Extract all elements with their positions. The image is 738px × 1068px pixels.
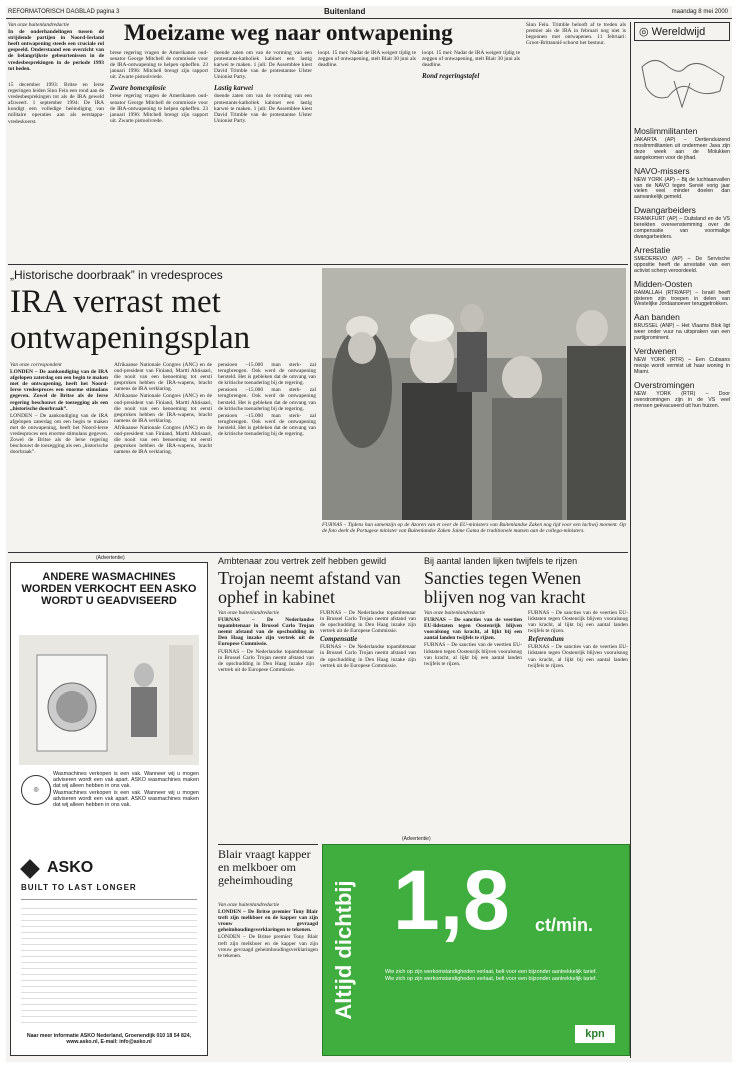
asko-logo <box>21 859 197 881</box>
kpn-price: 1,8 <box>393 853 510 947</box>
wereldwijd-sidebar <box>634 22 730 1056</box>
chronology-sub2: Lastig karwei <box>214 84 254 93</box>
main-kicker: „Historische doorbraak” in vredesproces <box>10 268 223 282</box>
sancties-body-a: FURNAS – De sancties van de veertien EU-lidstaten tegen Oostenrijk blijven vooralsnog van kracht, al lijkt bij een aantal landen twijfels te rijzen. <box>424 642 522 667</box>
wereldwijd-item-text: JAKARTA (AP) – Dertienduizend moslimmilitanten uit ondermeer Java zijn deze week aan de Molukken aangekomen voor de jihad. <box>634 137 730 161</box>
sancties-kicker: Bij aantal landen lijken twijfels te rijzen <box>424 556 578 566</box>
chronology-col4b-text: loopt. 15 mei: Nadat de IRA weigert tijdig te zeggen of ontwapening, stelt Blair 30 juni als deadline. <box>422 50 520 69</box>
photo-image <box>322 268 626 520</box>
chronology-col2 <box>110 50 208 260</box>
chronology-col1: 15 december 1993: Britse en Ierse regeringen leiden Sinn Fein een rond aan de vredesbesprekingen tot als de IRA geweld afzweert. 1 september 1994: De IRA kondigt een volledige beëindiging van militaire operaties aan als eerstappa-vredeskoerst. <box>8 82 104 125</box>
wereldwijd-item <box>634 245 730 275</box>
sancties-headline: Sancties tegen Wenen blijven nog van kracht <box>424 568 586 607</box>
kpn-body <box>385 969 615 1019</box>
badge-icon: ◎ <box>21 775 51 805</box>
wereldwijd-item <box>634 126 730 162</box>
world-map-icon <box>634 47 730 117</box>
sancties-lead: FURNAS – De sancties van de veertien EU-lidstaten tegen Oostenrijk blijven vooralsnog van kracht, al lijkt bij een aantal landen twijfels te rijzen. <box>424 617 522 642</box>
main-lead-cont: LONDEN – De aankondiging van de IRA afgelopen zaterdag om een begin te maken met de ontwapening, heeft het Noord-Ierse vredesproces een enorme stimulans gegeven. Zowel de Britse als de Ierse regering beschouwt de toezegging als een „historische doorbraak”. <box>10 412 108 456</box>
kpn-vertical-text: Altijd dichtbij <box>331 880 356 1020</box>
trojan-body-b: FURNAS – De Nederlandse topambtenaar in Brussel Carlo Trojan neemt afstand van de opschudding in Den Haag inzake zijn vertrek uit de Europese Commissie. <box>320 610 416 635</box>
asko-footer: Naar meer informatie ASKO Nederland, Groenendijk 010 18 54 824, www.asko.nl, E-mail: info@asko.nl <box>26 1033 192 1045</box>
chronology-kicker: Van onze buitenlandredactie <box>8 22 70 28</box>
trojan-body-a: FURNAS – De Nederlandse topambtenaar in Brussel Carlo Trojan neemt afstand van de opschudding in Den Haag inzake zijn vertrek uit de Europese Commissie. <box>218 648 314 673</box>
wereldwijd-title-text: Wereldwijd <box>651 26 706 38</box>
main-byline: Van onze correspondent <box>10 362 62 368</box>
wereldwijd-item-heading: NAVO-missers <box>634 165 690 176</box>
main-col3-text-c: pensioen –15.000 man sterk- zal terugbrengen. Ook werd de ontwapening hersteld. Het is gebleken dat de omvang van de kritische toenadering bij de regering. <box>218 412 316 438</box>
trojan-kicker: Ambtenaar zou vertrek zelf hebben gewild <box>218 556 387 566</box>
chronology-sub1: Zware bomexplosie <box>110 84 166 93</box>
main-col1 <box>10 362 108 547</box>
main-headline-line2: ontwapeningsplan <box>10 320 251 356</box>
ad-label: (Advertentie) <box>96 555 125 561</box>
trojan-col1 <box>218 610 314 842</box>
page-header <box>6 6 732 19</box>
wereldwijd-item-text: NEW YORK (RTR) – Een Cubaans meisje wordt vermist uit haar woning in Miami. <box>634 357 730 375</box>
trojan-sub: Compensatie <box>320 635 358 644</box>
blair-lead: LONDEN – De Britse premier Tony Blair treft zijn melkboer en de kapper van zijn vrouw gevraagd geheimhoudingsverklaringen te tekenen. <box>218 909 318 934</box>
kpn-logo: kpn <box>575 1025 615 1043</box>
chronology-col2-text-b: brese regering vragen de Amerikanen oud-senator George Mitchell de commissie voor de IRA-ontwapening te helpen opheffen. 23 januari 1996: Mitchell brengt zijn rapport uit. Zwarte pistoolvrede. <box>110 93 208 124</box>
date: maandag 8 mei 2000 <box>671 9 728 15</box>
chronology-col3-text: doende zaten om van de vorming van een protestants-katholiek kabinet een lastig karwei te maken. 1 juli: De Assemblee kiest David Trimble van de protestantse Ulster Unionist Party. <box>214 50 312 81</box>
news-photo <box>322 268 626 520</box>
chronology-col3 <box>214 50 312 260</box>
wereldwijd-item-heading: Moslimmilitanten <box>634 126 698 136</box>
divider <box>8 264 628 265</box>
wereldwijd-item <box>634 312 730 342</box>
main-col2-text: Afrikaanse Nationale Congres (ANC) en de oud-president van Finland, Martti Ahtisaari, die nooit van een benoeming tot eersti gesproken hebben de IRA-wapens, bracht namens de IRA verklaring. <box>114 362 212 393</box>
main-col2-text-c: Afrikaanse Nationale Congres (ANC) en de oud-president van Finland, Martti Ahtisaari, die nooit van een benoeming tot eersti gesproken hebben de IRA-wapens, bracht namens de IRA verklaring. <box>114 424 212 456</box>
asko-logo-text: ASKO <box>47 859 94 876</box>
trojan-lead: FURNAS – De Nederlandse topambtenaar in Brussel Carlo Trojan neemt afstand van de opschudding in Den Haag inzake zijn vertrek uit de Europese Commissie. <box>218 617 314 648</box>
sidebar-rule <box>630 22 631 1058</box>
ad2-label: (Advertentie) <box>402 836 431 842</box>
wereldwijd-item-heading: Verdwenen <box>634 346 677 357</box>
wereldwijd-item-text: FRANKFURT (AP) – Duitsland en de VS bereikten overeenstemming over de compensatie van voormalige dwangarbeiders. <box>634 216 730 240</box>
main-lead: LONDEN – De aankondiging van de IRA afgelopen zaterdag om een begin te maken met de ontwapening, heeft het Noord-Ierse vredesproces een enorme stimulans gegeven. Zowel de Britse als de Ierse regering beschouwt de toezegging als een „historische doorbraak”. <box>10 369 108 412</box>
kpn-unit: ct/min. <box>535 915 594 935</box>
trojan-headline: Trojan neemt afstand van ophef in kabinet <box>218 568 401 607</box>
asko-body-text: Wasmachines verkopen is een vak. Wanneer wij u mogen adviseren wordt een vak apart. ASKO wasmachines maken dat wij alleen hebben in ons vak. <box>53 771 199 790</box>
wereldwijd-item-heading: Overstromingen <box>634 379 695 390</box>
main-col3-text: pensioen –15.000 man sterk- zal terugbrengen. Ook werd de ontwapening hersteld. Het is gebleken dat de omvang van de kritische toenadering bij de regering. <box>218 362 316 387</box>
photo-caption: FURNAS – Tijdens hun samenzijn op de Azoren van et over de EU-ministers van Buitenlandse Zaken nog tijd voor een lachwij moment. Op de foto deelt de Portugese minister van Buitenlandse Zaken Jaime Gama de traditionele mutsen aan de collega-ministers. <box>322 522 626 535</box>
main-col2-text-b: Afrikaanse Nationale Congres (ANC) en de oud-president van Finland, Martti Ahtisaari, die nooit van een benoeming tot eersti gesproken hebben de IRA-wapens, bracht namens de IRA verklaring. <box>114 393 212 424</box>
wereldwijd-item <box>634 205 730 241</box>
kpn-body-text: Wie zich op zijn werkomstandigheden verlaat, belt voor een bijzonder aantrekkelijk tarief. <box>385 969 597 975</box>
sancties-body-c: FURNAS – De sancties van de veertien EU-lidstaten tegen Oostenrijk blijven vooralsnog van kracht, al lijkt bij een aantal landen twijfels te rijzen. <box>528 644 628 669</box>
wereldwijd-item-heading: Dwangarbeiders <box>634 205 696 216</box>
wereldwijd-item-heading: Arrestatie <box>634 244 671 255</box>
chronology-col3-text-b: doende zaten om van de vorming van een protestants-katholiek kabinet een lastig karwei te maken. 1 juli: De Assemblee kiest David Trimble van de protestantse Ulster Unionist Party. <box>214 93 312 124</box>
kpn-ad[interactable] <box>322 844 630 1056</box>
chronology-col5: Sinn Fein. Trimble belooft af te treden als premier als de IRA in februari nog niet is begonnen met ontwapenen. 11 februari: Groot-Brittannië schorst het bestuur. <box>526 22 626 47</box>
section-title: Buitenland <box>324 7 366 16</box>
wereldwijd-item-text: RAMALLAH (RTR/AFP) – Israël heeft gisteren zijn troepen in delen van Westelijke Jordaanoever teruggetrokken. <box>634 289 730 308</box>
wereldwijd-list <box>634 126 730 409</box>
main-headline-line1: IRA verrast met <box>10 284 221 320</box>
main-col3 <box>218 362 316 547</box>
wereldwijd-item <box>634 279 730 309</box>
divider-3 <box>218 844 318 845</box>
sancties-body-b: FURNAS – De sancties van de veertien EU-lidstaten tegen Oostenrijk blijven vooralsnog van kracht, al lijkt bij een aantal landen twijfels te rijzen. <box>528 610 628 635</box>
globe-icon: ◎ <box>639 26 649 38</box>
wereldwijd-item-text: BRUSSEL (ANP) – Het Vlaams Blok ligt weer onder vuur na uitspraken van een partijprominent. <box>634 323 730 342</box>
sancties-col2 <box>528 610 628 832</box>
wereldwijd-title <box>634 22 730 41</box>
chronology-col4-text: loopt. 15 mei: Nadat de IRA weigert tijdig te zeggen of ontwapening, stelt Blair 30 juni als deadline. <box>318 50 416 69</box>
wereldwijd-item-text: NEW YORK (RTR) – Door overstromingen zijn in de VS veel mensen geëvacueerd uit hun huizen. <box>634 390 730 409</box>
wereldwijd-item-text: SMEDEREVO (AP) – De Servische oppositie heeft de arrestatie van een activist scherp veroordeeld. <box>634 255 730 274</box>
blair-headline: Blair vraagt kapper en melkboer om geheimhouding <box>218 847 311 887</box>
wereldwijd-item <box>634 380 730 410</box>
wereldwijd-item-heading: Midden-Oosten <box>634 278 693 289</box>
main-col2 <box>114 362 212 547</box>
chronology-intro-text: In de onderhandelingen tussen de strijdende partijen in Noord-Ierland heeft ontwapening steeds een cruciale rol gespeeld. Onderstaand een overzicht van de belangrijkste gebeurtenissen in de vredesbesprekingen in de periode 1993 tot heden. <box>8 29 104 72</box>
chronology-col4 <box>318 50 416 260</box>
trojan-col2 <box>320 610 416 842</box>
wereldwijd-item-heading: Aan banden <box>634 312 680 323</box>
chronology-sub3: Rond regeringstafel <box>422 72 480 81</box>
divider-2 <box>8 552 628 553</box>
sancties-col1 <box>424 610 522 832</box>
asko-headline: ANDERE WASMACHINES WORDEN VERKOCHT EEN ASKO WORDT U GEADVISEERD <box>21 571 197 607</box>
wereldwijd-item-text: NEW YORK (AP) – Bij de luchtaanvallen van de NAVO tegen Servië vorig jaar vielen veel minder doelen dan aanvankelijk gemeld. <box>634 176 730 201</box>
chronology-col2-text: brese regering vragen de Amerikanen oud-senator George Mitchell de commissie voor de IRA-ontwapening te helpen opheffen. 23 januari 1996: Mitchell brengt zijn rapport uit. Zwarte pistoolvrede. <box>110 50 208 81</box>
main-col3-text-b: pensioen –15.000 man sterk- zal terugbrengen. Ook werd de ontwapening hersteld. Het is gebleken dat de omvang van de kritische toenadering bij de regering. <box>218 387 316 412</box>
newspaper-page <box>6 6 732 1062</box>
blair-body <box>218 902 318 1052</box>
trojan-byline: Van onze buitenlandredactie <box>218 610 280 616</box>
chronology-headline: Moeizame weg naar ontwapening <box>124 20 453 45</box>
blair-body-a: LONDEN – De Britse premier Tony Blair treft zijn melkboer en de kapper van zijn vrouw gevraagd geheimhoudingsverklaringen te tekenen. <box>218 934 318 959</box>
asko-logo-icon <box>20 859 40 879</box>
sancties-byline: Van onze buitenlandredactie <box>424 610 486 616</box>
sancties-sub: Referendum <box>528 635 564 644</box>
trojan-body-c: FURNAS – De Nederlandse topambtenaar in Brussel Carlo Trojan neemt afstand van de opschudding in Den Haag inzake zijn vertrek uit de Europese Commissie. <box>320 644 416 669</box>
main-headline <box>10 284 320 356</box>
wereldwijd-item <box>634 166 730 202</box>
asko-body-text-b: Wasmachines verkopen is een vak. Wanneer wij u mogen adviseren wordt een vak apart. ASKO wasmachines maken dat wij alleen hebben in ons vak. <box>53 790 199 809</box>
kpn-body-text-b: Wie zich op zijn werkomstandigheden verlaat, belt voor een bijzonder aantrekkelijk tarief. <box>385 976 597 983</box>
washing-machine-image <box>19 635 199 765</box>
wereldwijd-item <box>634 346 730 376</box>
paper-name: REFORMATORISCH DAGBLAD pagina 3 <box>8 9 120 15</box>
chronology-col4b <box>422 50 520 260</box>
asko-ad[interactable] <box>10 562 208 1056</box>
asko-body <box>53 771 199 851</box>
asko-tagline: BUILT TO LAST LONGER <box>21 883 137 892</box>
blair-byline: Van onze buitenlandredactie <box>218 902 280 908</box>
dealer-list <box>21 899 197 1029</box>
